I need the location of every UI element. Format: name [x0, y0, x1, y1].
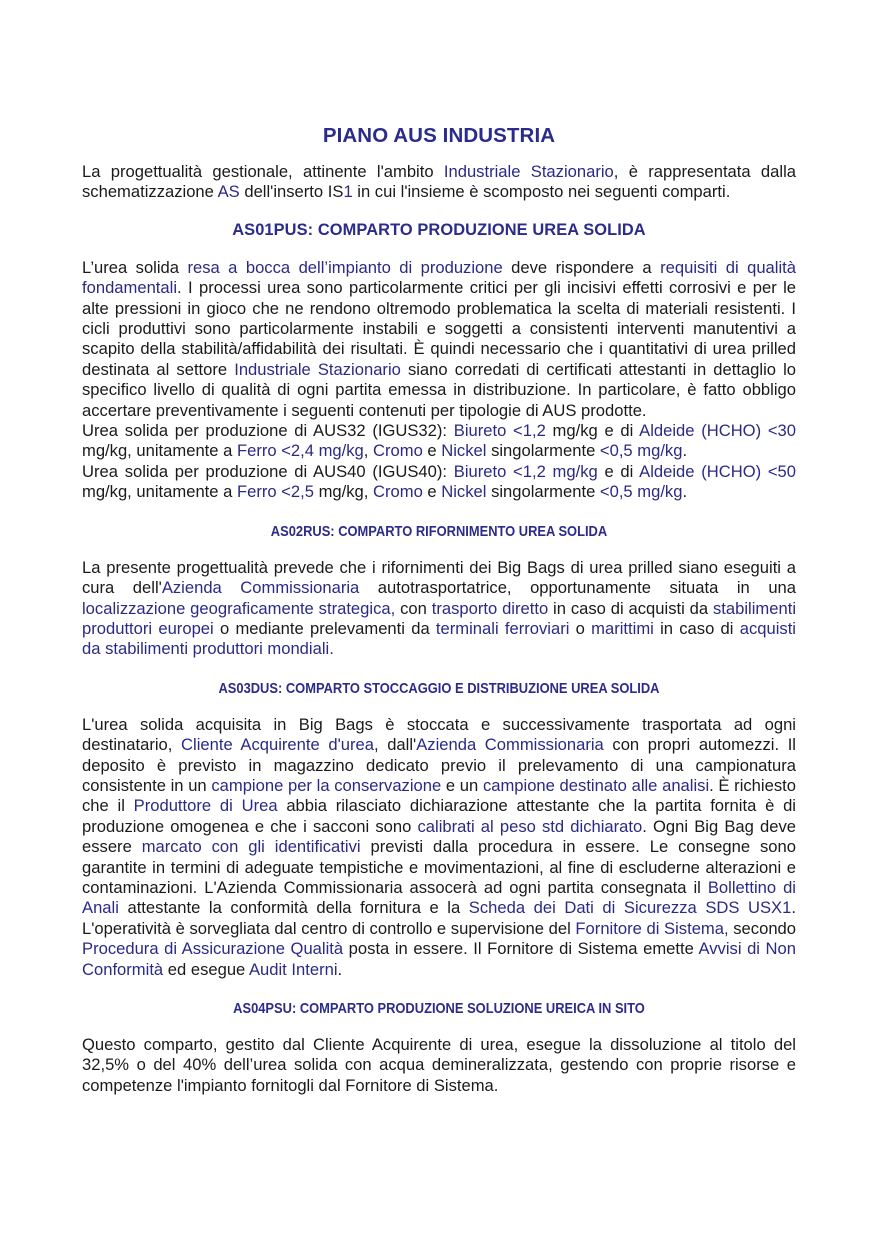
highlighted-term: resa a bocca dell’impianto di produzione	[187, 257, 503, 277]
section-heading: AS04PSU: COMPARTO PRODUZIONE SOLUZIONE UREICA IN SITO	[233, 1000, 645, 1017]
text-run: e un	[441, 775, 483, 795]
sections-container	[82, 221, 796, 1096]
text-run: siano corredati di certificati attestanti in dettaglio lo specifico livello di qualità di ogni partita emessa in distribuzione. In particolare, è fatto obbligo accertare preventivamente i seguenti contenuti per tipologie di AUS prodotte.	[82, 359, 796, 420]
section-paragraph	[82, 258, 796, 421]
highlighted-term: Scheda dei Dati di Sicurezza SDS USX1	[468, 898, 792, 918]
section-heading: AS02RUS: COMPARTO RIFORNIMENTO UREA SOLIDA	[270, 522, 608, 540]
section-paragraph	[82, 462, 796, 503]
text-run: e	[422, 441, 442, 461]
highlighted-term: Produttore di Urea	[133, 796, 278, 816]
text-run: .	[337, 959, 343, 979]
highlighted-term: Azienda Commissionaria	[416, 735, 604, 755]
text-run: autotrasportatrice, opportunamente situata in una	[359, 578, 797, 598]
highlighted-term: calibrati al peso std dichiarato	[417, 816, 643, 836]
text-run: posta in essere. Il Fornitore di Sistema emette	[343, 939, 699, 959]
highlighted-term: Biureto <1,2	[453, 421, 546, 441]
highlighted-term: Avvisi di Non Conformità	[82, 939, 796, 979]
text-run: , è rappresentata dalla schematizzazione	[82, 162, 796, 202]
text-run: mg/kg e di	[545, 421, 640, 441]
highlighted-term: requisiti di qualità fondamentali	[82, 257, 796, 298]
section-heading: AS03DUS: COMPARTO STOCCAGGIO E DISTRIBUZIONE UREA SOLIDA	[218, 679, 660, 697]
highlighted-term: <0,5 mg/kg	[599, 482, 683, 502]
highlighted-term: Nickel	[441, 482, 487, 502]
text-run: singolarmente	[486, 482, 600, 502]
highlighted-term: Ferro <2,5	[236, 482, 314, 502]
text-run: mg/kg,	[313, 482, 374, 502]
text-run: L’urea solida	[82, 257, 188, 277]
highlighted-term: <0,5 mg/kg	[599, 441, 683, 461]
text-run: singolarmente	[486, 441, 600, 461]
intro-paragraph	[82, 162, 796, 203]
highlighted-term: Azienda Commissionaria	[161, 578, 360, 598]
text-run: e di	[597, 461, 640, 481]
text-run: e	[422, 482, 442, 502]
text-run: La progettualità gestionale, attinente l'ambito	[82, 162, 444, 181]
text-run: ,	[363, 441, 374, 461]
text-run: attestante la conformità della fornitura e la	[118, 898, 469, 918]
text-run: Urea solida per produzione di AUS40 (IGUS40):	[82, 461, 454, 481]
document-title: PIANO AUS INDUSTRIA	[322, 124, 556, 147]
text-run: deve rispondere a	[502, 257, 661, 277]
section-paragraph	[82, 715, 796, 980]
highlighted-term: marcato con gli identificativi	[141, 837, 361, 857]
highlighted-term: 1	[343, 182, 353, 202]
text-run: secondo	[728, 918, 797, 938]
text-run: Questo comparto, gestito dal Cliente Acquirente di urea, esegue la dissoluzione al titolo del 32,5% o del 40% dell’urea solida con acqua demineralizzata, gestendo con proprie risorse e competenze l'impianto fornitogli dal Fornitore di Sistema.	[82, 1035, 796, 1095]
text-run: in cui l'insieme è scomposto nei seguenti comparti.	[352, 182, 731, 202]
highlighted-term: Cromo	[373, 482, 423, 502]
text-run: abbia rilasciato dichiarazione attestante che la partita fornita è di produzione omogenea e che i sacconi sono	[82, 796, 796, 836]
highlighted-term: acquisti da stabilimenti produttori mondiali.	[82, 618, 796, 659]
highlighted-term: mente strategica,	[267, 598, 396, 618]
highlighted-term: terminali ferroviari	[435, 618, 570, 638]
highlighted-term: Ferro <2,4 mg/kg	[236, 441, 364, 461]
highlighted-term: stabilimenti produttori europei	[82, 598, 797, 638]
text-run: con	[395, 598, 432, 618]
highlighted-term: AS	[217, 182, 240, 202]
highlighted-term: localizzazione geografica	[82, 598, 268, 618]
text-run: o	[569, 618, 592, 638]
highlighted-term: Aldeide (HCHO) <30	[639, 421, 796, 441]
text-run: previsti dalla procedura in essere. Le consegne sono garantite in termini di adeguate tempistiche e movimentazioni, al fine di escluderne alterazioni e contaminazioni. L'Azienda Commissionaria assocerà ad ogni partita consegnata il	[82, 837, 796, 897]
text-run: . L'operatività è sorvegliata dal centro di controllo e supervisione del	[82, 898, 796, 938]
highlighted-term: trasporto diretto	[431, 598, 549, 618]
text-run: Urea solida per produzione di AUS32 (IGUS32):	[82, 421, 454, 441]
text-run: mg/kg, unitamente a	[82, 441, 237, 461]
text-run: . Ogni Big Bag deve essere	[82, 816, 796, 857]
text-run: . È richiesto che il	[82, 775, 796, 816]
text-run: . I processi urea sono particolarmente critici per gli incisivi effetti corrosivi e per le alte pressioni in gioco che ne rendono oltremodo problematica la scelta di materiali resistenti. I cicli produttivi sono particolarmente instabili e soggetti a consistenti interventi manutentivi a scapito della stabilità/affidabilità dei risultati. È quindi necessario che i quantitativi di urea prilled destinata al settore	[82, 278, 796, 379]
highlighted-term: Cromo	[373, 441, 423, 461]
text-run: .	[682, 441, 688, 461]
highlighted-term: Aldeide (HCHO) <50	[639, 461, 797, 481]
text-run: mg/kg, unitamente a	[82, 482, 237, 502]
highlighted-term: campione destinato alle analisi	[482, 775, 710, 795]
section-paragraph	[82, 421, 796, 462]
text-run: La presente progettualità prevede che i rifornimenti dei Big Bags di urea prilled siano eseguiti a cura dell'	[82, 557, 796, 598]
highlighted-term: Audit Interni	[248, 959, 338, 979]
text-run: o mediante prelevamenti da	[213, 618, 436, 638]
text-run: ed esegue	[163, 959, 249, 979]
section-paragraph	[82, 1035, 796, 1096]
highlighted-term: Fornitore di Sistema,	[575, 918, 729, 938]
highlighted-term: Biureto <1,2 mg/kg	[453, 461, 598, 481]
highlighted-term: Industriale Stazionario	[234, 359, 401, 379]
text-run: in caso di	[653, 618, 740, 638]
text-run: .	[682, 482, 688, 502]
highlighted-term: Procedura di Assicurazione Qualità	[82, 939, 344, 959]
section-paragraph	[82, 558, 796, 660]
highlighted-term: Cliente Acquirente d'urea	[181, 735, 374, 755]
text-run: dell'inserto IS	[239, 182, 344, 202]
text-run: in caso di acquisti da	[548, 598, 713, 618]
section-heading: AS01PUS: COMPARTO PRODUZIONE UREA SOLIDA	[232, 220, 646, 239]
highlighted-term: Nickel	[441, 441, 487, 461]
text-run: L'urea solida acquisita in Big Bags è stoccata e successivamente trasportata ad ogni destinatario,	[82, 714, 796, 755]
text-run: , dall'	[373, 735, 417, 755]
highlighted-term: Bollettino di Anali	[82, 877, 796, 918]
highlighted-term: marittimi	[591, 618, 654, 638]
highlighted-term: campione per la conservazione	[211, 775, 442, 795]
text-run: con propri automezzi. Il deposito è previsto in magazzino dedicato previo il prelevamento di una campionatura consistente in un	[82, 735, 796, 795]
highlighted-term: Industriale Stazionario	[443, 162, 614, 181]
